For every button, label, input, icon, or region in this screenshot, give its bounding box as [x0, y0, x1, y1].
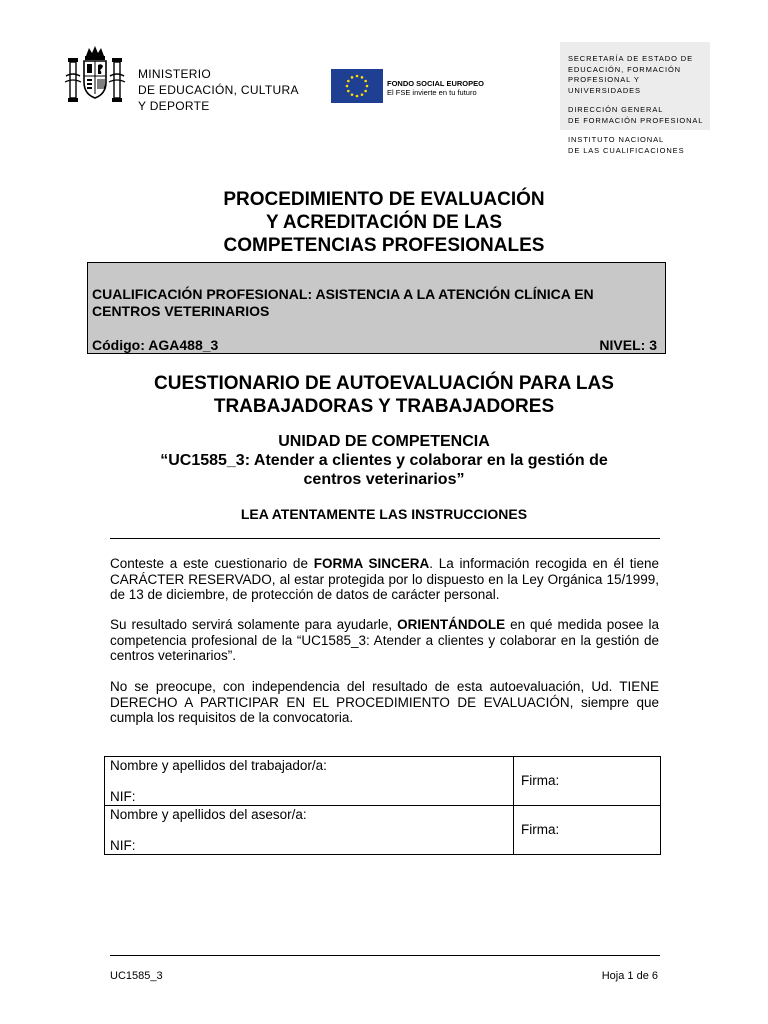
worker-row [105, 757, 661, 806]
questionnaire-title [0, 372, 768, 418]
eu-star-icon [366, 85, 369, 88]
unit-title-line-1: “UC1585_3: Atender a clientes y colaborar en la gestión de [160, 452, 608, 469]
questionnaire-title-line-1: CUESTIONARIO DE AUTOEVALUACIÓN PARA LAS [154, 373, 614, 394]
instituto-line-1: INSTITUTO NACIONAL [568, 135, 665, 144]
eu-star-icon [347, 80, 350, 83]
code-label: Código [92, 337, 141, 353]
qualification-text: CUALIFICACIÓN PROFESIONAL: ASISTENCIA A LA ATENCIÓN CLÍNICA EN CENTROS VETERINARIOS [92, 286, 594, 319]
secretaria-line-3: PROFESIONAL Y [568, 75, 640, 84]
instruction-paragraph-2 [110, 617, 659, 664]
worker-name-label: Nombre y apellidos del trabajador/a: [110, 758, 327, 773]
instructions-heading: LEA ATENTAMENTE LAS INSTRUCCIONES [240, 506, 528, 522]
unit-title-line-2: centros veterinarios” [303, 471, 465, 488]
instruction-paragraph-1 [110, 556, 659, 603]
worker-nif-label: NIF: [110, 788, 136, 804]
coat-of-arms-logo [62, 42, 128, 108]
eu-star-icon [351, 93, 354, 96]
footer-page-number: Hoja 1 de 6 [601, 970, 658, 982]
direccion-line-1: DIRECCIÓN GENERAL [568, 105, 664, 114]
ministry-line-2: DE EDUCACIÓN, CULTURA [138, 83, 299, 97]
secretaria-text [568, 54, 703, 156]
worker-signature-cell[interactable] [514, 757, 661, 806]
footer-unit-code: UC1585_3 [110, 970, 163, 982]
procedure-title-line-3: COMPETENCIAS PROFESIONALES [223, 235, 545, 256]
eu-star-icon [346, 85, 349, 88]
instituto-line-2: DE LAS CUALIFICACIONES [568, 145, 685, 155]
procedure-title-line-2: Y ACREDITACIÓN DE LAS [265, 212, 503, 233]
questionnaire-title-line-2: TRABAJADORAS Y TRABAJADORES [213, 396, 555, 417]
eu-star-icon [356, 75, 359, 78]
ministry-line-1: MINISTERIO [138, 67, 212, 81]
fse-logo-text [387, 79, 484, 97]
eu-flag-logo [331, 69, 383, 103]
competency-unit [0, 432, 768, 489]
p1-text-b: . La información recogida en él tiene CARÁCTER RESERVADO, al estar protegida por lo dispuesto en la Ley Orgánica 15/1999, de 13 de diciembre, de protección de datos de carácter personal. [110, 556, 660, 602]
divider-top [110, 538, 660, 539]
p2-bold: ORIENTÁNDOLE [397, 617, 506, 632]
secretaria-line-2: EDUCACIÓN, FORMACIÓN [568, 64, 682, 74]
code-value: AGA488_3 [148, 337, 219, 353]
eu-star-icon [364, 90, 367, 93]
advisor-nif-label: NIF: [110, 837, 136, 853]
qualification-code: Código: AGA488_3 [92, 337, 219, 353]
worker-cell[interactable] [105, 757, 514, 806]
secretaria-line-4: UNIVERSIDADES [568, 85, 641, 95]
ministry-name [138, 66, 299, 114]
worker-firma-label: Firma: [521, 773, 560, 789]
direccion-line-2: DE FORMACIÓN PROFESIONAL [568, 115, 704, 125]
eu-star-icon [361, 76, 364, 79]
procedure-title [0, 188, 768, 257]
advisor-cell[interactable] [105, 806, 514, 855]
advisor-name-label: Nombre y apellidos del asesor/a: [110, 807, 307, 822]
procedure-title-line-1: PROCEDIMIENTO DE EVALUACIÓN [223, 189, 545, 210]
p1-text-a: Conteste a este cuestionario de [110, 556, 314, 571]
p2-text-a: Su resultado servirá solamente para ayudarle, [110, 617, 398, 632]
eu-star-icon [361, 93, 364, 96]
eu-star-icon [347, 90, 350, 93]
qualification-level: NIVEL: 3 [599, 337, 657, 353]
footer-divider [110, 955, 660, 956]
eu-star-icon [356, 95, 359, 98]
fse-tagline: El FSE invierte en tu futuro [387, 88, 477, 97]
ministry-line-3: Y DEPORTE [138, 99, 210, 113]
advisor-row [105, 806, 661, 855]
eu-star-icon [351, 76, 354, 79]
fse-title: FONDO SOCIAL EUROPEO [387, 79, 484, 88]
p2-text-b: en qué medida posee la competencia profesional de la “UC1585_3: Atender a clientes y colaborar en la gestión de centros veterinarios”. [110, 617, 659, 663]
secretaria-line-1: SECRETARÍA DE ESTADO DE [568, 54, 694, 63]
signature-table [104, 756, 661, 855]
unit-heading: UNIDAD DE COMPETENCIA [278, 433, 490, 450]
advisor-signature-cell[interactable] [514, 806, 661, 855]
instruction-paragraph-3: No se preocupe, con independencia del resultado de esta autoevaluación, Ud. TIENE DERECHO A PARTICIPAR EN EL PROCEDIMIENTO DE EVALUACIÓN, siempre que cumpla los requisitos de la convocatoria. [110, 679, 659, 725]
p1-bold: FORMA SINCERA [313, 556, 430, 571]
eu-star-icon [364, 80, 367, 83]
advisor-firma-label: Firma: [521, 822, 560, 838]
